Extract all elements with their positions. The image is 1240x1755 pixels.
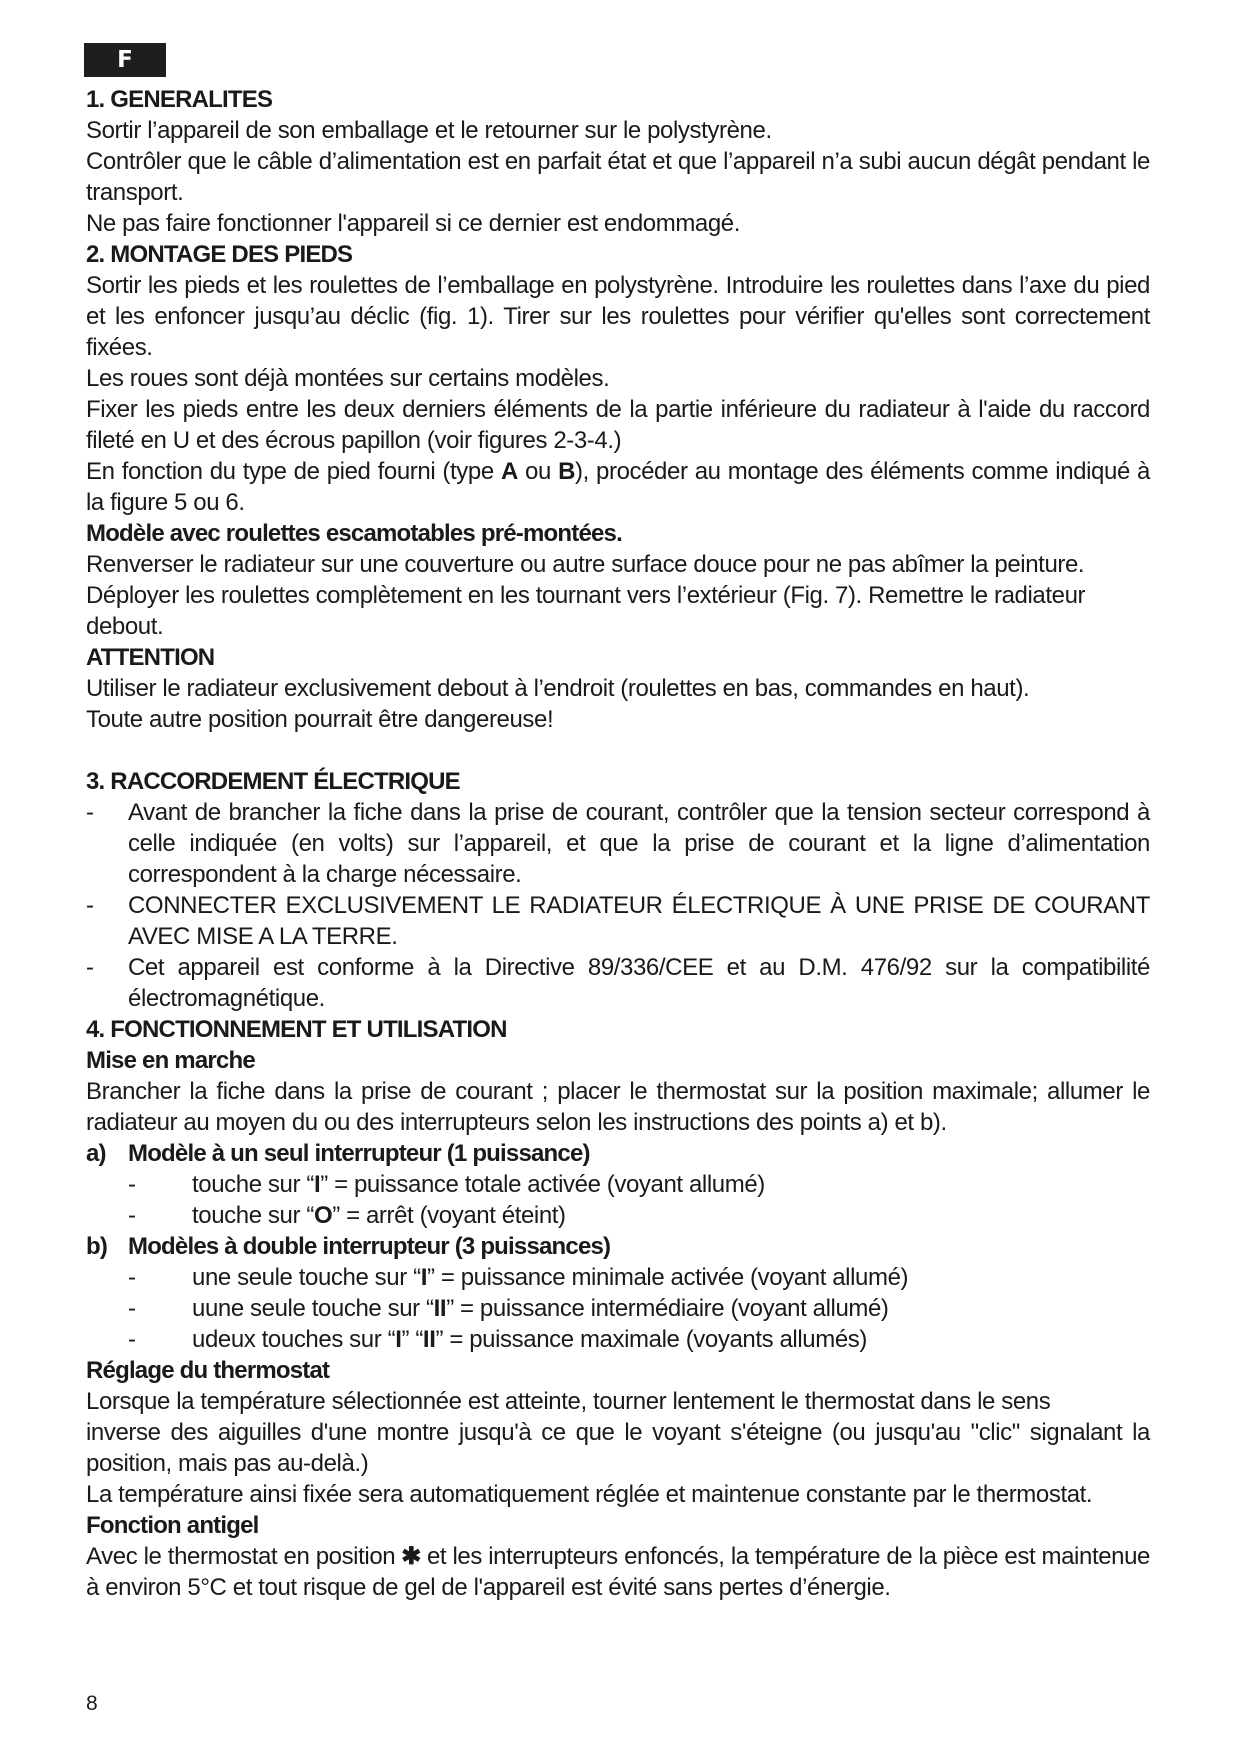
mise-en-marche-title: Mise en marche (86, 1047, 255, 1074)
thermostat-line-1: Lorsque la température sélectionnée est atteinte, tourner lentement le thermostat dans le sens (86, 1388, 1051, 1415)
s2-paragraph-2: Les roues sont déjà montées sur certains modèles. (86, 365, 610, 392)
s2-paragraph-1: Sortir les pieds et les roulettes de l’emballage en polystyrène. Introduire les roulettes dans l’axe du pied et les enfoncer jusqu’au déclic (fig. 1). Tirer sur les roulettes pour vérifier qu'elles sont correctement fixées. (86, 272, 1150, 361)
language-tab: F (84, 43, 166, 77)
model-b-item-2: - uune seule touche sur “II” = puissance intermédiaire (voyant allumé) (128, 1295, 889, 1322)
thermostat-line-2: inverse des aiguilles d'une montre jusqu'à ce que le voyant s'éteigne (ou jusqu'au "clic" signalant la position, mais pas au-delà.) (86, 1419, 1150, 1477)
s2-paragraph-8: Toute autre position pourrait être dangereuse! (86, 706, 554, 733)
foot-type-b: B (558, 458, 576, 485)
s1-paragraph-2: Contrôler que le câble d’alimentation est en parfait état et que l’appareil n’a subi aucun dégât pendant le transport. (86, 148, 1150, 206)
model-a-item-2: - touche sur “O” = arrêt (voyant éteint) (128, 1202, 566, 1229)
section-4-title: 4. FONCTIONNEMENT ET UTILISATION (86, 1016, 507, 1043)
model-a-item-1: - touche sur “I” = puissance totale activée (voyant allumé) (128, 1171, 765, 1198)
s2-paragraph-4: En fonction du type de pied fourni (type A ou B), procéder au montage des éléments comme indiqué à la figure 5 ou 6. (86, 458, 1150, 516)
mise-en-marche-text: Brancher la fiche dans la prise de courant ; placer le thermostat sur la position maximale; allumer le radiateur au moyen du ou des interrupteurs selon les instructions des points a) et b). (86, 1078, 1150, 1136)
antigel-title: Fonction antigel (86, 1512, 259, 1539)
foot-type-a: A (500, 458, 518, 485)
model-a-title: a) Modèle à un seul interrupteur (1 puissance) (86, 1140, 590, 1167)
thermostat-line-3: La température ainsi fixée sera automatiquement réglée et maintenue constante par le thermostat. (86, 1481, 1093, 1508)
model-b-item-1: - une seule touche sur “I” = puissance minimale activée (voyant allumé) (128, 1264, 909, 1291)
s2-paragraph-5: Renverser le radiateur sur une couverture ou autre surface douce pour ne pas abîmer la peinture. (86, 551, 1085, 578)
model-b-item-3: - udeux touches sur “I” “II” = puissance maximale (voyants allumés) (128, 1326, 867, 1353)
s3-bullet-3: - Cet appareil est conforme à la Directive 89/336/CEE et au D.M. 476/92 sur la compatibilité électromagnétique. (86, 954, 1150, 1012)
document-body (86, 84, 1150, 1603)
section-2-title: 2. MONTAGE DES PIEDS (86, 241, 353, 268)
s3-bullet-2: - CONNECTER EXCLUSIVEMENT LE RADIATEUR ÉLECTRIQUE À UNE PRISE DE COURANT AVEC MISE A LA TERRE. (86, 892, 1150, 950)
attention-heading: ATTENTION (86, 644, 215, 671)
s1-paragraph-3: Ne pas faire fonctionner l'appareil si ce dernier est endommagé. (86, 210, 741, 237)
s2-subtitle: Modèle avec roulettes escamotables pré-montées. (86, 520, 622, 547)
s2-paragraph-7: Utiliser le radiateur exclusivement debout à l’endroit (roulettes en bas, commandes en haut). (86, 675, 1030, 702)
model-b-title: b) Modèles à double interrupteur (3 puissances) (86, 1233, 611, 1260)
thermostat-title: Réglage du thermostat (86, 1357, 330, 1384)
s2-paragraph-6: Déployer les roulettes complètement en les tournant vers l’extérieur (Fig. 7). Remettre le radiateur debout. (86, 582, 1086, 640)
section-1-title: 1. GENERALITES (86, 86, 273, 113)
snowflake-icon: ✱ (401, 1543, 421, 1570)
page-number: 8 (86, 1692, 98, 1715)
s1-paragraph-1: Sortir l’appareil de son emballage et le retourner sur le polystyrène. (86, 117, 772, 144)
section-3-title: 3. RACCORDEMENT ÉLECTRIQUE (86, 768, 460, 795)
s2-paragraph-3: Fixer les pieds entre les deux derniers éléments de la partie inférieure du radiateur à l'aide du raccord fileté en U et des écrous papillon (voir figures 2-3-4.) (86, 396, 1150, 454)
antigel-text: Avec le thermostat en position ✱ et les interrupteurs enfoncés, la température de la pièce est maintenue à environ 5°C et tout risque de gel de l'appareil est évité sans pertes d’énergie. (86, 1543, 1150, 1601)
s3-bullet-1: - Avant de brancher la fiche dans la prise de courant, contrôler que la tension secteur correspond à celle indiquée (en volts) sur l’appareil, et que la prise de courant et la ligne d’alimentation correspondent à la charge nécessaire. (86, 799, 1150, 888)
